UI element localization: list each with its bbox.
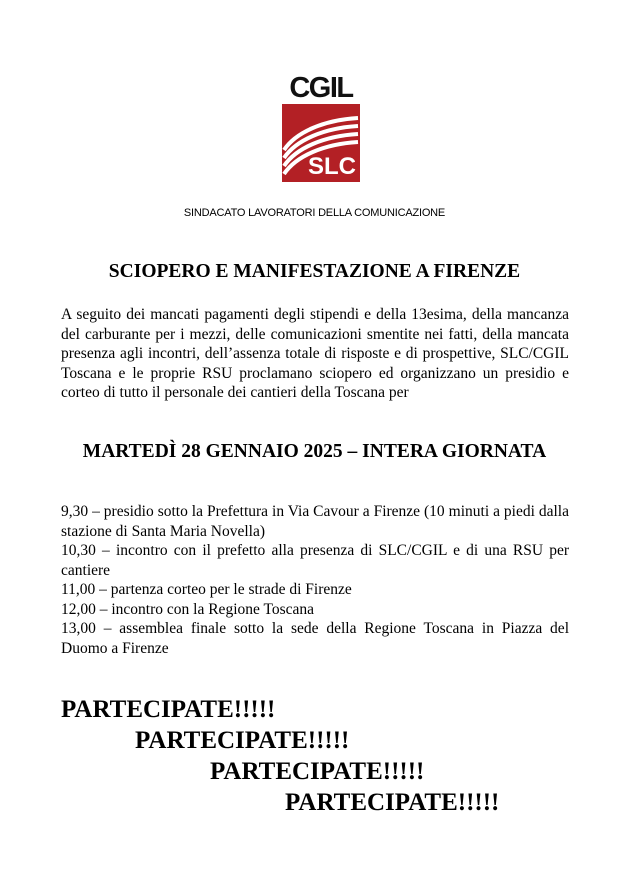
- call-to-action-4: PARTECIPATE!!!!!: [285, 789, 500, 816]
- schedule-list: [61, 502, 569, 658]
- date-line: MARTEDÌ 28 GENNAIO 2025 – INTERA GIORNATA: [82, 441, 547, 462]
- call-to-action-2: PARTECIPATE!!!!!: [135, 727, 350, 754]
- logo-bottom-text: SLC: [308, 153, 356, 180]
- call-to-action-1: PARTECIPATE!!!!!: [61, 696, 276, 723]
- organization-name: SINDACATO LAVORATORI DELLA COMUNICAZIONE: [183, 207, 446, 219]
- page-title: SCIOPERO E MANIFESTAZIONE A FIRENZE: [108, 261, 521, 282]
- schedule-item: 9,30 – presidio sotto la Prefettura in Via Cavour a Firenze (10 minuti a piedi dalla stazione di Santa Maria Novella): [61, 503, 569, 540]
- schedule-item: 13,00 – assemblea finale sotto la sede della Regione Toscana in Piazza del Duomo a Firenze: [61, 620, 569, 657]
- schedule-item: 10,30 – incontro con il prefetto alla presenza di SLC/CGIL e di una RSU per cantiere: [61, 542, 569, 579]
- logo-top-text: CGIL: [289, 72, 353, 104]
- cgil-slc-logo: [282, 74, 360, 182]
- intro-paragraph: A seguito dei mancati pagamenti degli stipendi e della 13esima, della mancanza del carburante per i mezzi, delle comunicazioni smentite nei fatti, della mancata presenza agli incontri, dell’assenza totale di risposte e di prospettive, SLC/CGIL Toscana e le proprie RSU proclamano sciopero ed organizzano un presidio e corteo di tutto il personale dei cantieri della Toscana per: [61, 306, 569, 401]
- logo-stripes-graphic: [282, 104, 360, 182]
- logo-box: [282, 104, 360, 182]
- schedule-item: 11,00 – partenza corteo per le strade di Firenze: [61, 581, 352, 598]
- schedule-item: 12,00 – incontro con la Regione Toscana: [61, 600, 315, 618]
- call-to-action-3: PARTECIPATE!!!!!: [210, 758, 425, 785]
